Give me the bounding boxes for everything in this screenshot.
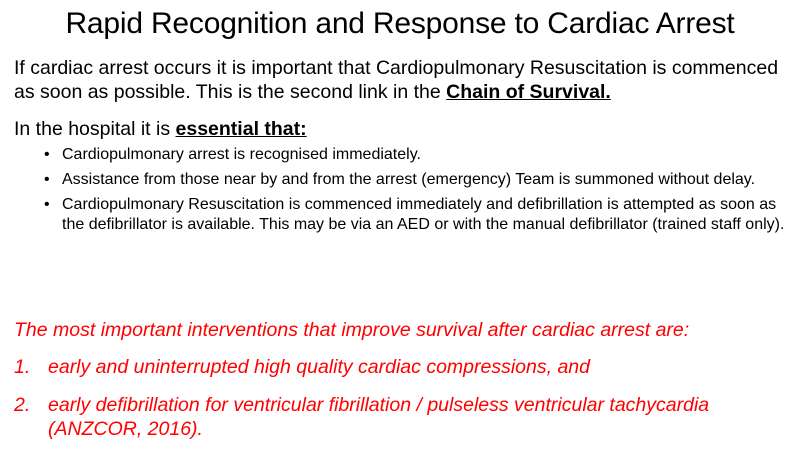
list-item	[44, 145, 794, 165]
key-interventions-statement: The most important interventions that improve survival after cardiac arrest are:	[14, 319, 690, 341]
intro-text: If cardiac arrest occurs it is important that Cardiopulmonary Resuscitation is commenced as soon as possible. This is the second link in the	[14, 57, 779, 103]
list-item	[14, 393, 794, 441]
intro-paragraph	[14, 56, 794, 104]
essential-that-text: essential that:	[175, 118, 307, 140]
list-item	[44, 195, 794, 235]
item-text: early and uninterrupted high quality cardiac compressions, and	[48, 356, 590, 378]
slide-title: Rapid Recognition and Response to Cardiac Arrest	[65, 7, 735, 40]
bullet-text: Cardiopulmonary Resuscitation is commenced immediately and defibrillation is attempted as soon as the defibrillator is available. This may be via an AED or with the manual defibrillator (trained staff only).	[62, 196, 785, 233]
list-item	[14, 355, 794, 379]
item-number: 2.	[14, 394, 31, 416]
bullet-icon: •	[44, 196, 50, 213]
bullet-icon: •	[44, 146, 50, 163]
lead-text: In the hospital it is	[14, 118, 176, 140]
item-number: 1.	[14, 356, 31, 378]
chain-of-survival-text: Chain of Survival.	[446, 81, 611, 103]
bullet-text: Cardiopulmonary arrest is recognised immediately.	[62, 146, 421, 163]
item-text: early defibrillation for ventricular fibrillation / pulseless ventricular tachycardia (ANZCOR, 2016).	[48, 394, 710, 440]
bullet-icon: •	[44, 171, 50, 188]
lead-sentence	[14, 117, 307, 141]
list-item	[44, 170, 794, 190]
requirements-list	[44, 145, 794, 240]
bullet-text: Assistance from those near by and from the arrest (emergency) Team is summoned without delay.	[62, 171, 756, 188]
interventions-list	[14, 355, 794, 455]
